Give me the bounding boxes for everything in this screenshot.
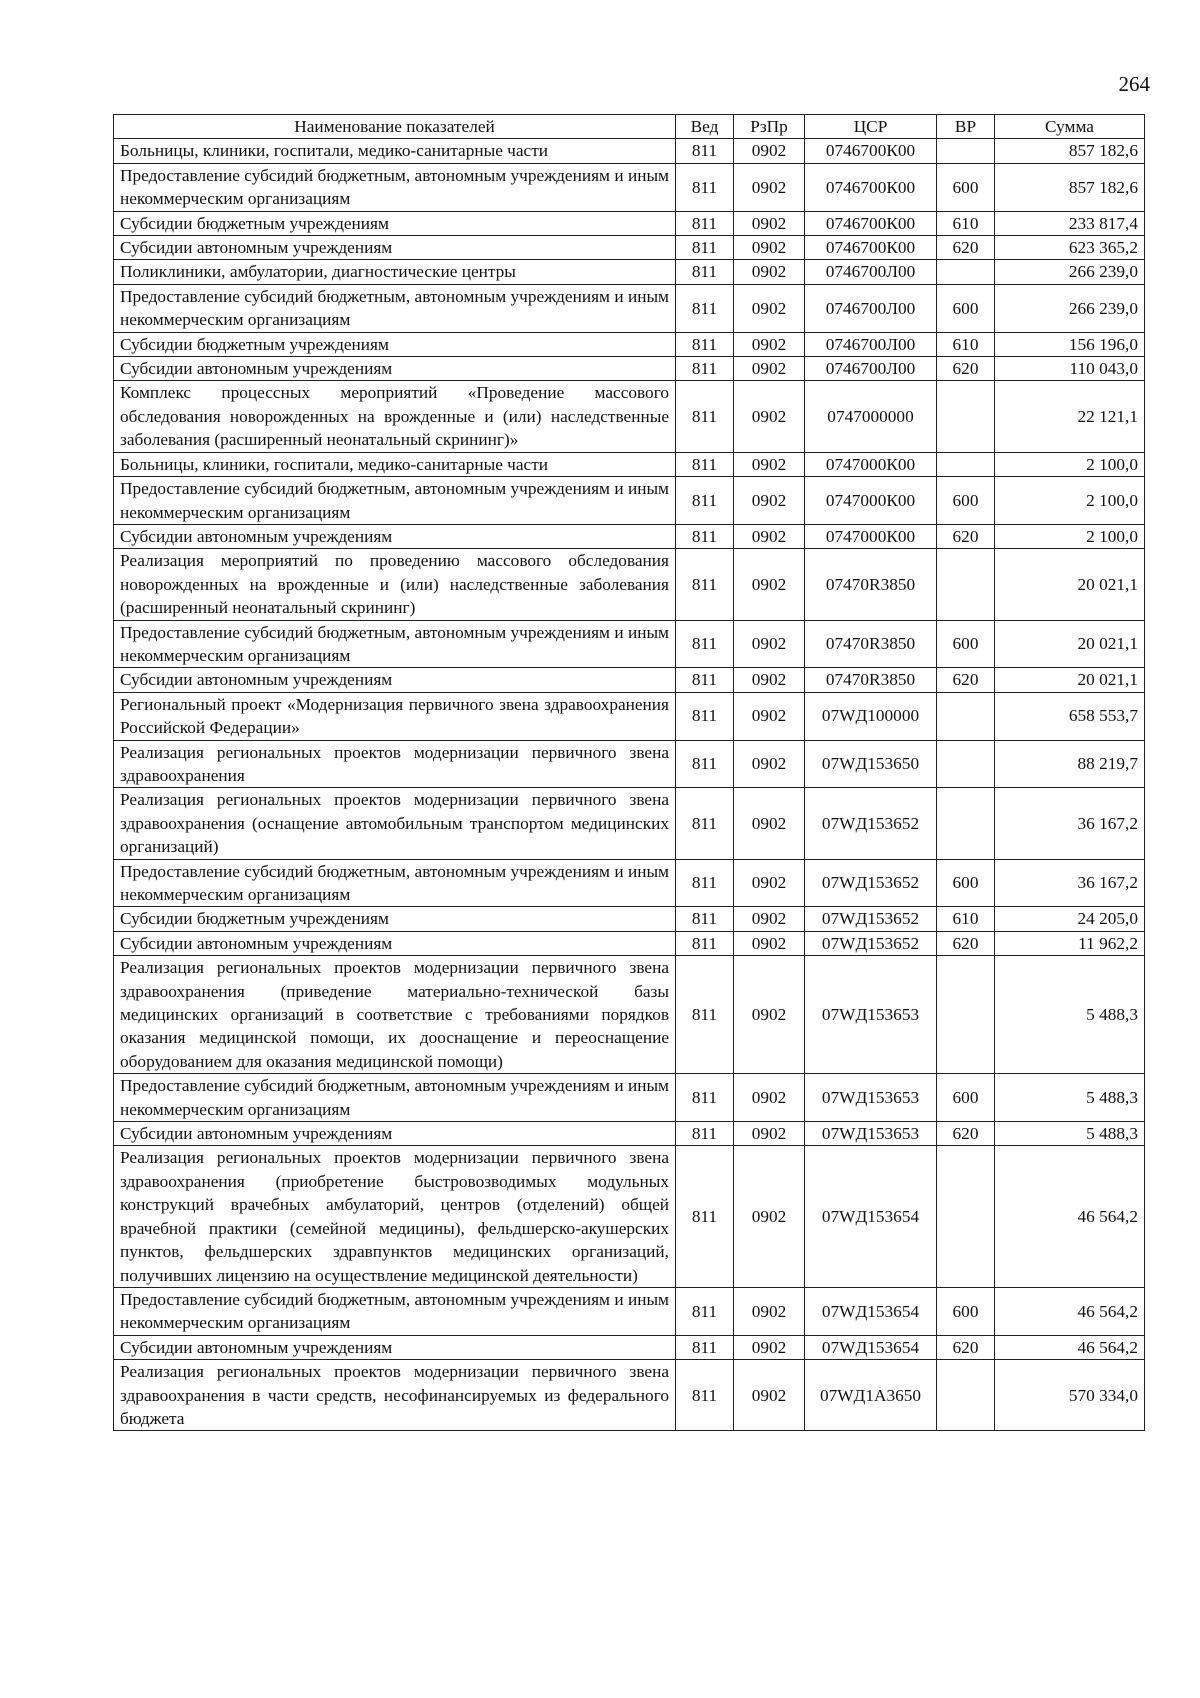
cell-rzpr: 0902 bbox=[734, 956, 805, 1074]
cell-rzpr: 0902 bbox=[734, 477, 805, 525]
cell-csr: 0746700К00 bbox=[805, 139, 937, 163]
cell-vr: 600 bbox=[937, 859, 995, 907]
table-row bbox=[114, 1074, 1145, 1122]
table-row bbox=[114, 452, 1145, 476]
cell-sum: 266 239,0 bbox=[995, 284, 1145, 332]
cell-name: Поликлиники, амбулатории, диагностические центры bbox=[114, 260, 676, 284]
table-row bbox=[114, 956, 1145, 1074]
cell-vr bbox=[937, 260, 995, 284]
cell-ved: 811 bbox=[676, 236, 734, 260]
cell-sum: 5 488,3 bbox=[995, 956, 1145, 1074]
cell-sum: 266 239,0 bbox=[995, 260, 1145, 284]
cell-ved: 811 bbox=[676, 668, 734, 692]
cell-rzpr: 0902 bbox=[734, 332, 805, 356]
cell-ved: 811 bbox=[676, 332, 734, 356]
cell-vr: 620 bbox=[937, 236, 995, 260]
cell-vr bbox=[937, 549, 995, 620]
cell-sum: 20 021,1 bbox=[995, 620, 1145, 668]
cell-vr: 600 bbox=[937, 620, 995, 668]
cell-rzpr: 0902 bbox=[734, 692, 805, 740]
cell-sum: 46 564,2 bbox=[995, 1146, 1145, 1287]
header-vr: ВР bbox=[937, 115, 995, 139]
cell-ved: 811 bbox=[676, 211, 734, 235]
table-row bbox=[114, 284, 1145, 332]
table-row bbox=[114, 668, 1145, 692]
cell-csr: 07470R3850 bbox=[805, 668, 937, 692]
header-sum: Сумма bbox=[995, 115, 1145, 139]
cell-csr: 07WД100000 bbox=[805, 692, 937, 740]
cell-vr: 600 bbox=[937, 1287, 995, 1335]
cell-csr: 07WД153654 bbox=[805, 1287, 937, 1335]
cell-name: Больницы, клиники, госпитали, медико-санитарные части bbox=[114, 452, 676, 476]
cell-name: Субсидии автономным учреждениям bbox=[114, 668, 676, 692]
cell-rzpr: 0902 bbox=[734, 211, 805, 235]
cell-vr: 600 bbox=[937, 1074, 995, 1122]
cell-name: Реализация региональных проектов модернизации первичного звена здравоохранения (приобретение быстровозводимых модульных конструкций врачебных амбулаторий, центров (отделений) общей врачебной практики (семейной медицины), фельдшерско-акушерских пунктов, фельдшерских здравпунктов медицинских организаций, получивших лицензию на осуществление медицинской деятельности) bbox=[114, 1146, 676, 1287]
cell-name: Субсидии автономным учреждениям bbox=[114, 931, 676, 955]
cell-vr bbox=[937, 1360, 995, 1431]
cell-name: Реализация региональных проектов модернизации первичного звена здравоохранения в части средств, несофинансируемых из федерального бюджета bbox=[114, 1360, 676, 1431]
cell-name: Субсидии автономным учреждениям bbox=[114, 236, 676, 260]
cell-vr: 610 bbox=[937, 907, 995, 931]
cell-rzpr: 0902 bbox=[734, 284, 805, 332]
cell-vr bbox=[937, 740, 995, 788]
cell-vr bbox=[937, 1146, 995, 1287]
cell-sum: 110 043,0 bbox=[995, 357, 1145, 381]
cell-rzpr: 0902 bbox=[734, 524, 805, 548]
cell-ved: 811 bbox=[676, 477, 734, 525]
cell-rzpr: 0902 bbox=[734, 668, 805, 692]
cell-name: Субсидии автономным учреждениям bbox=[114, 524, 676, 548]
cell-rzpr: 0902 bbox=[734, 260, 805, 284]
cell-csr: 07WД153654 bbox=[805, 1335, 937, 1359]
cell-ved: 811 bbox=[676, 139, 734, 163]
cell-csr: 07470R3850 bbox=[805, 549, 937, 620]
header-csr: ЦСР bbox=[805, 115, 937, 139]
cell-sum: 11 962,2 bbox=[995, 931, 1145, 955]
cell-csr: 0746700Л00 bbox=[805, 284, 937, 332]
table-row bbox=[114, 477, 1145, 525]
cell-sum: 658 553,7 bbox=[995, 692, 1145, 740]
table-row bbox=[114, 620, 1145, 668]
cell-ved: 811 bbox=[676, 907, 734, 931]
cell-rzpr: 0902 bbox=[734, 549, 805, 620]
cell-ved: 811 bbox=[676, 740, 734, 788]
table-header-row bbox=[114, 115, 1145, 139]
cell-sum: 36 167,2 bbox=[995, 788, 1145, 859]
cell-csr: 0746700К00 bbox=[805, 211, 937, 235]
cell-name: Предоставление субсидий бюджетным, автономным учреждениям и иным некоммерческим организациям bbox=[114, 620, 676, 668]
header-ved: Вед bbox=[676, 115, 734, 139]
cell-ved: 811 bbox=[676, 931, 734, 955]
table-row bbox=[114, 1122, 1145, 1146]
cell-name: Субсидии бюджетным учреждениям bbox=[114, 907, 676, 931]
cell-ved: 811 bbox=[676, 1287, 734, 1335]
cell-vr: 620 bbox=[937, 931, 995, 955]
cell-rzpr: 0902 bbox=[734, 1287, 805, 1335]
table-row bbox=[114, 260, 1145, 284]
cell-csr: 07WД153653 bbox=[805, 1074, 937, 1122]
cell-rzpr: 0902 bbox=[734, 740, 805, 788]
cell-ved: 811 bbox=[676, 381, 734, 452]
cell-csr: 07WД153653 bbox=[805, 1122, 937, 1146]
cell-ved: 811 bbox=[676, 620, 734, 668]
cell-csr: 0747000000 bbox=[805, 381, 937, 452]
cell-ved: 811 bbox=[676, 1146, 734, 1287]
cell-csr: 0747000К00 bbox=[805, 524, 937, 548]
cell-sum: 20 021,1 bbox=[995, 549, 1145, 620]
cell-sum: 20 021,1 bbox=[995, 668, 1145, 692]
cell-rzpr: 0902 bbox=[734, 139, 805, 163]
cell-csr: 0746700К00 bbox=[805, 236, 937, 260]
cell-sum: 857 182,6 bbox=[995, 139, 1145, 163]
cell-vr bbox=[937, 452, 995, 476]
cell-csr: 07470R3850 bbox=[805, 620, 937, 668]
cell-csr: 07WД153652 bbox=[805, 859, 937, 907]
cell-ved: 811 bbox=[676, 357, 734, 381]
cell-vr: 620 bbox=[937, 1335, 995, 1359]
cell-rzpr: 0902 bbox=[734, 452, 805, 476]
cell-rzpr: 0902 bbox=[734, 1074, 805, 1122]
cell-rzpr: 0902 bbox=[734, 236, 805, 260]
cell-ved: 811 bbox=[676, 549, 734, 620]
cell-name: Предоставление субсидий бюджетным, автономным учреждениям и иным некоммерческим организациям bbox=[114, 1287, 676, 1335]
cell-name: Комплекс процессных мероприятий «Проведение массового обследования новорожденных на врожденные и (или) наследственные заболевания (расширенный неонатальный скрининг)» bbox=[114, 381, 676, 452]
cell-ved: 811 bbox=[676, 859, 734, 907]
cell-sum: 857 182,6 bbox=[995, 163, 1145, 211]
cell-rzpr: 0902 bbox=[734, 1360, 805, 1431]
cell-rzpr: 0902 bbox=[734, 163, 805, 211]
budget-table bbox=[113, 114, 1145, 1431]
table-row bbox=[114, 381, 1145, 452]
cell-sum: 2 100,0 bbox=[995, 452, 1145, 476]
table-row bbox=[114, 1360, 1145, 1431]
cell-vr bbox=[937, 139, 995, 163]
cell-name: Реализация региональных проектов модернизации первичного звена здравоохранения bbox=[114, 740, 676, 788]
cell-rzpr: 0902 bbox=[734, 788, 805, 859]
cell-sum: 233 817,4 bbox=[995, 211, 1145, 235]
cell-name: Субсидии автономным учреждениям bbox=[114, 357, 676, 381]
table-row bbox=[114, 163, 1145, 211]
cell-csr: 0746700К00 bbox=[805, 163, 937, 211]
cell-vr bbox=[937, 956, 995, 1074]
cell-name: Субсидии автономным учреждениям bbox=[114, 1335, 676, 1359]
cell-rzpr: 0902 bbox=[734, 907, 805, 931]
cell-rzpr: 0902 bbox=[734, 859, 805, 907]
cell-name: Больницы, клиники, госпитали, медико-санитарные части bbox=[114, 139, 676, 163]
table-row bbox=[114, 907, 1145, 931]
cell-csr: 07WД153653 bbox=[805, 956, 937, 1074]
cell-rzpr: 0902 bbox=[734, 931, 805, 955]
cell-ved: 811 bbox=[676, 284, 734, 332]
cell-ved: 811 bbox=[676, 788, 734, 859]
cell-sum: 46 564,2 bbox=[995, 1335, 1145, 1359]
cell-vr: 620 bbox=[937, 357, 995, 381]
cell-sum: 156 196,0 bbox=[995, 332, 1145, 356]
cell-name: Субсидии бюджетным учреждениям bbox=[114, 332, 676, 356]
cell-vr bbox=[937, 692, 995, 740]
cell-rzpr: 0902 bbox=[734, 357, 805, 381]
cell-name: Реализация мероприятий по проведению массового обследования новорожденных на врожденные и (или) наследственные заболевания (расширенный неонатальный скрининг) bbox=[114, 549, 676, 620]
cell-ved: 811 bbox=[676, 524, 734, 548]
cell-ved: 811 bbox=[676, 956, 734, 1074]
page-number: 264 bbox=[1118, 72, 1150, 96]
cell-sum: 24 205,0 bbox=[995, 907, 1145, 931]
cell-sum: 46 564,2 bbox=[995, 1287, 1145, 1335]
cell-sum: 623 365,2 bbox=[995, 236, 1145, 260]
table-row bbox=[114, 357, 1145, 381]
table-row bbox=[114, 1335, 1145, 1359]
cell-csr: 07WД153652 bbox=[805, 931, 937, 955]
cell-vr bbox=[937, 788, 995, 859]
cell-sum: 5 488,3 bbox=[995, 1074, 1145, 1122]
cell-csr: 0746700Л00 bbox=[805, 332, 937, 356]
cell-csr: 07WД153652 bbox=[805, 788, 937, 859]
table-row bbox=[114, 740, 1145, 788]
cell-csr: 0746700Л00 bbox=[805, 260, 937, 284]
cell-rzpr: 0902 bbox=[734, 1146, 805, 1287]
table-row bbox=[114, 139, 1145, 163]
cell-name: Реализация региональных проектов модернизации первичного звена здравоохранения (оснащение автомобильным транспортом медицинских организаций) bbox=[114, 788, 676, 859]
cell-name: Предоставление субсидий бюджетным, автономным учреждениям и иным некоммерческим организациям bbox=[114, 284, 676, 332]
cell-sum: 36 167,2 bbox=[995, 859, 1145, 907]
cell-sum: 2 100,0 bbox=[995, 524, 1145, 548]
cell-sum: 2 100,0 bbox=[995, 477, 1145, 525]
table-row bbox=[114, 931, 1145, 955]
cell-ved: 811 bbox=[676, 163, 734, 211]
cell-csr: 0747000К00 bbox=[805, 477, 937, 525]
cell-vr: 600 bbox=[937, 477, 995, 525]
cell-ved: 811 bbox=[676, 260, 734, 284]
cell-name: Субсидии автономным учреждениям bbox=[114, 1122, 676, 1146]
table-row bbox=[114, 332, 1145, 356]
cell-csr: 07WД153650 bbox=[805, 740, 937, 788]
table-row bbox=[114, 859, 1145, 907]
cell-ved: 811 bbox=[676, 1335, 734, 1359]
table-row bbox=[114, 692, 1145, 740]
cell-name: Предоставление субсидий бюджетным, автономным учреждениям и иным некоммерческим организациям bbox=[114, 859, 676, 907]
cell-rzpr: 0902 bbox=[734, 620, 805, 668]
table-row bbox=[114, 211, 1145, 235]
table-body bbox=[114, 139, 1145, 1431]
cell-name: Реализация региональных проектов модернизации первичного звена здравоохранения (приведение материально-технической базы медицинских организаций в соответствие с требованиями порядков оказания медицинской помощи, их дооснащение и переоснащение оборудованием для оказания медицинской помощи) bbox=[114, 956, 676, 1074]
cell-name: Предоставление субсидий бюджетным, автономным учреждениям и иным некоммерческим организациям bbox=[114, 163, 676, 211]
cell-ved: 811 bbox=[676, 692, 734, 740]
cell-rzpr: 0902 bbox=[734, 1122, 805, 1146]
cell-sum: 570 334,0 bbox=[995, 1360, 1145, 1431]
cell-csr: 07WД1А3650 bbox=[805, 1360, 937, 1431]
cell-sum: 22 121,1 bbox=[995, 381, 1145, 452]
cell-name: Предоставление субсидий бюджетным, автономным учреждениям и иным некоммерческим организациям bbox=[114, 477, 676, 525]
cell-vr: 620 bbox=[937, 668, 995, 692]
cell-vr: 600 bbox=[937, 163, 995, 211]
cell-rzpr: 0902 bbox=[734, 1335, 805, 1359]
cell-name: Предоставление субсидий бюджетным, автономным учреждениям и иным некоммерческим организациям bbox=[114, 1074, 676, 1122]
cell-rzpr: 0902 bbox=[734, 381, 805, 452]
cell-csr: 0747000К00 bbox=[805, 452, 937, 476]
table-row bbox=[114, 524, 1145, 548]
cell-ved: 811 bbox=[676, 452, 734, 476]
cell-vr: 600 bbox=[937, 284, 995, 332]
header-name: Наименование показателей bbox=[114, 115, 676, 139]
cell-ved: 811 bbox=[676, 1122, 734, 1146]
cell-vr: 620 bbox=[937, 524, 995, 548]
header-rzpr: РзПр bbox=[734, 115, 805, 139]
table-row bbox=[114, 549, 1145, 620]
cell-name: Региональный проект «Модернизация первичного звена здравоохранения Российской Федерации» bbox=[114, 692, 676, 740]
table-row bbox=[114, 236, 1145, 260]
cell-ved: 811 bbox=[676, 1360, 734, 1431]
cell-sum: 88 219,7 bbox=[995, 740, 1145, 788]
table-row bbox=[114, 788, 1145, 859]
table-row bbox=[114, 1287, 1145, 1335]
cell-vr: 620 bbox=[937, 1122, 995, 1146]
cell-csr: 0746700Л00 bbox=[805, 357, 937, 381]
cell-vr: 610 bbox=[937, 211, 995, 235]
table-row bbox=[114, 1146, 1145, 1287]
cell-name: Субсидии бюджетным учреждениям bbox=[114, 211, 676, 235]
cell-vr: 610 bbox=[937, 332, 995, 356]
cell-ved: 811 bbox=[676, 1074, 734, 1122]
cell-sum: 5 488,3 bbox=[995, 1122, 1145, 1146]
cell-vr bbox=[937, 381, 995, 452]
cell-csr: 07WД153654 bbox=[805, 1146, 937, 1287]
cell-csr: 07WД153652 bbox=[805, 907, 937, 931]
